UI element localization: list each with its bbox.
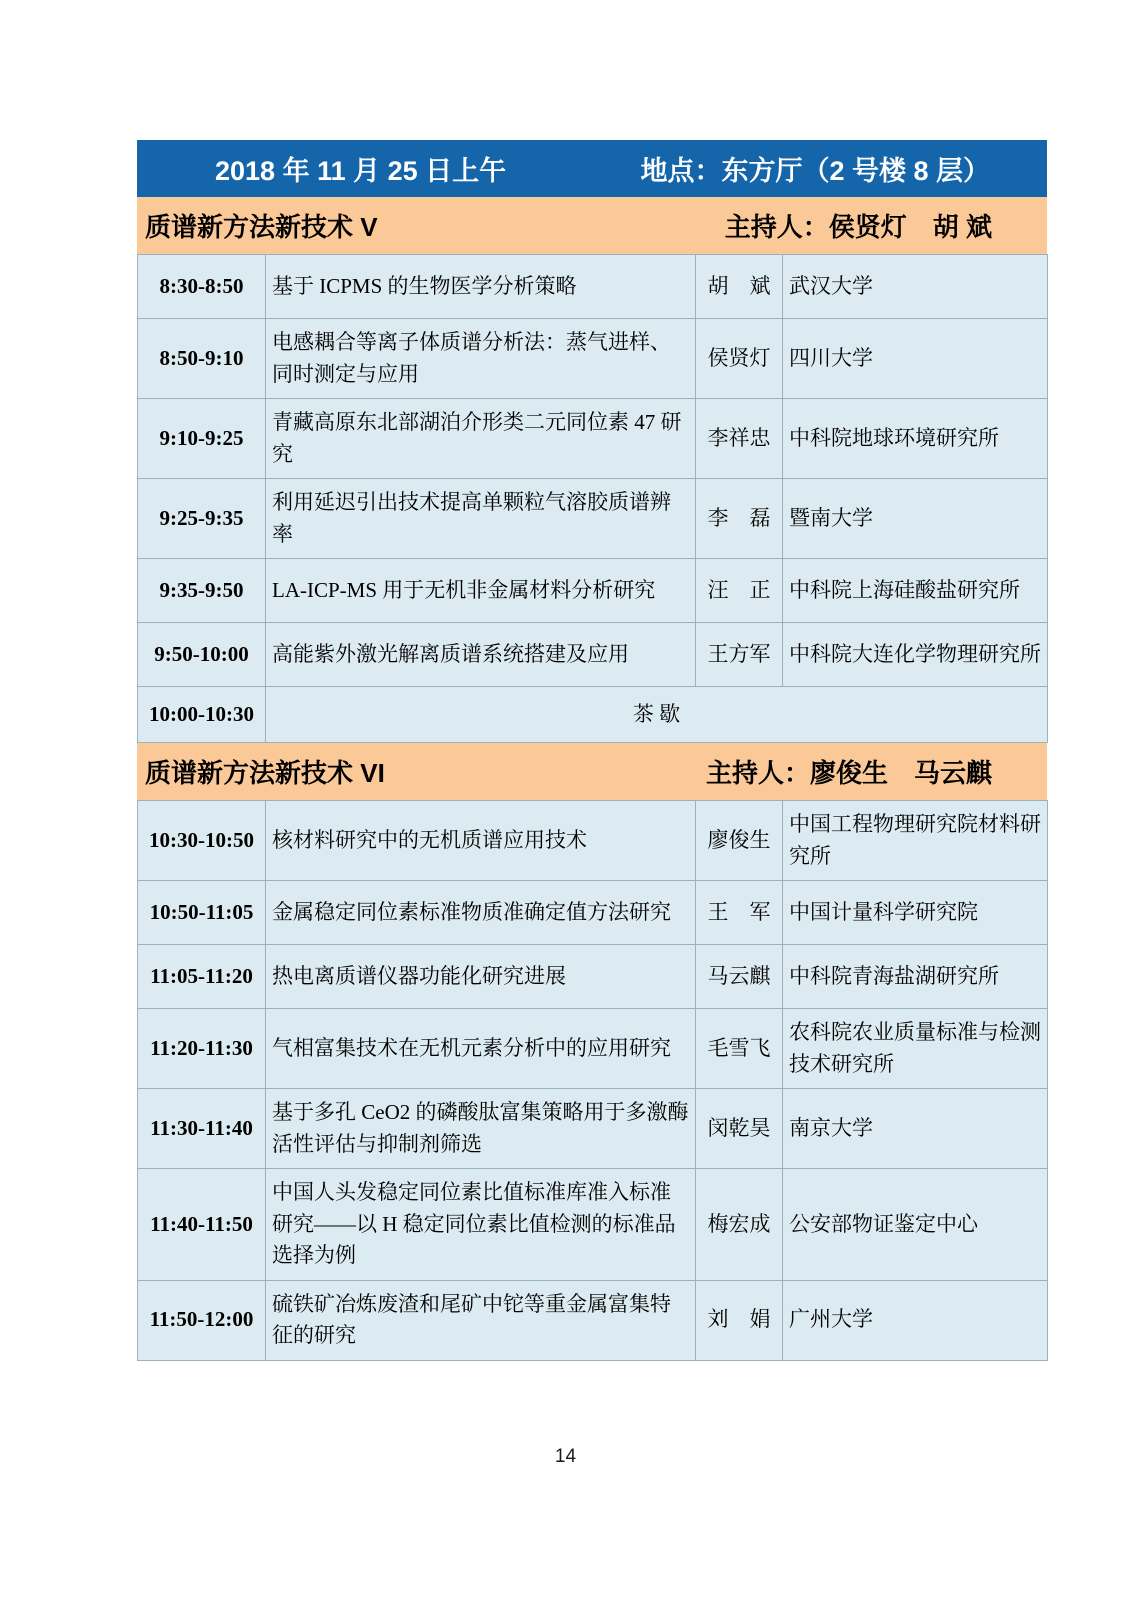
section-title: 质谱新方法新技术 V — [145, 212, 378, 242]
talk-title-cell: 金属稳定同位素标准物质准确定值方法研究 — [266, 881, 696, 945]
speaker-cell: 汪 正 — [696, 559, 783, 623]
speaker-cell: 闵乾昊 — [696, 1089, 783, 1169]
talk-title-cell: 中国人头发稳定同位素比值标准库准入标准研究——以 H 稳定同位素比值检测的标准品选择为例 — [266, 1169, 696, 1281]
affiliation-cell: 中科院上海硅酸盐研究所 — [783, 559, 1048, 623]
talk-title-cell: 核材料研究中的无机质谱应用技术 — [266, 801, 696, 881]
affiliation-cell: 广州大学 — [783, 1280, 1048, 1360]
session-date: 2018 年 11 月 25 日上午 — [215, 156, 507, 186]
speaker-cell: 刘 娟 — [696, 1280, 783, 1360]
session-row — [138, 399, 1048, 479]
session-row — [138, 255, 1048, 319]
affiliation-cell: 武汉大学 — [783, 255, 1048, 319]
talk-title-cell: 高能紫外激光解离质谱系统搭建及应用 — [266, 623, 696, 687]
session-row — [138, 1169, 1048, 1281]
talk-title-cell: 热电离质谱仪器功能化研究进展 — [266, 945, 696, 1009]
speaker-cell: 胡 斌 — [696, 255, 783, 319]
speaker-cell: 廖俊生 — [696, 801, 783, 881]
session-row — [138, 945, 1048, 1009]
tea-break-row — [138, 687, 1048, 743]
speaker-cell: 李祥忠 — [696, 399, 783, 479]
session-row — [138, 1280, 1048, 1360]
speaker-cell: 李 磊 — [696, 479, 783, 559]
affiliation-cell: 中科院地球环境研究所 — [783, 399, 1048, 479]
talk-title-cell: 利用延迟引出技术提高单颗粒气溶胶质谱辨率 — [266, 479, 696, 559]
speaker-cell: 王方军 — [696, 623, 783, 687]
time-cell: 11:30-11:40 — [138, 1089, 266, 1169]
time-cell: 8:30-8:50 — [138, 255, 266, 319]
conference-schedule — [137, 140, 1047, 1361]
section-header-v — [137, 197, 1047, 254]
talk-title-cell: 基于多孔 CeO2 的磷酸肽富集策略用于多激酶活性评估与抑制剂筛选 — [266, 1089, 696, 1169]
affiliation-cell: 南京大学 — [783, 1089, 1048, 1169]
talk-title-cell: 硫铁矿冶炼废渣和尾矿中铊等重金属富集特征的研究 — [266, 1280, 696, 1360]
affiliation-cell: 暨南大学 — [783, 479, 1048, 559]
page-number: 14 — [554, 1446, 577, 1467]
speaker-cell: 梅宏成 — [696, 1169, 783, 1281]
time-cell: 11:20-11:30 — [138, 1009, 266, 1089]
section-title: 质谱新方法新技术 VI — [145, 758, 385, 788]
session-row — [138, 319, 1048, 399]
affiliation-cell: 中国计量科学研究院 — [783, 881, 1048, 945]
speaker-cell: 侯贤灯 — [696, 319, 783, 399]
talk-title-cell: 电感耦合等离子体质谱分析法：蒸气进样、同时测定与应用 — [266, 319, 696, 399]
speaker-cell: 毛雪飞 — [696, 1009, 783, 1089]
affiliation-cell: 四川大学 — [783, 319, 1048, 399]
talk-title-cell: 青藏高原东北部湖泊介形类二元同位素 47 研究 — [266, 399, 696, 479]
section-v-table — [137, 254, 1048, 743]
affiliation-cell: 公安部物证鉴定中心 — [783, 1169, 1048, 1281]
speaker-cell: 马云麒 — [696, 945, 783, 1009]
session-row — [138, 1009, 1048, 1089]
time-cell: 10:00-10:30 — [138, 687, 266, 743]
time-cell: 9:10-9:25 — [138, 399, 266, 479]
affiliation-cell: 农科院农业质量标准与检测技术研究所 — [783, 1009, 1048, 1089]
tea-break-label: 茶 歇 — [266, 687, 1048, 743]
session-row — [138, 801, 1048, 881]
affiliation-cell: 中科院大连化学物理研究所 — [783, 623, 1048, 687]
session-row — [138, 881, 1048, 945]
affiliation-cell: 中科院青海盐湖研究所 — [783, 945, 1048, 1009]
session-row — [138, 1089, 1048, 1169]
section-hosts: 主持人：廖俊生 马云麒 — [705, 758, 992, 788]
affiliation-cell: 中国工程物理研究院材料研究所 — [783, 801, 1048, 881]
time-cell: 11:40-11:50 — [138, 1169, 266, 1281]
time-cell: 9:35-9:50 — [138, 559, 266, 623]
time-cell: 11:05-11:20 — [138, 945, 266, 1009]
talk-title-cell: 基于 ICPMS 的生物医学分析策略 — [266, 255, 696, 319]
time-cell: 10:30-10:50 — [138, 801, 266, 881]
session-row — [138, 479, 1048, 559]
talk-title-cell: 气相富集技术在无机元素分析中的应用研究 — [266, 1009, 696, 1089]
time-cell: 9:25-9:35 — [138, 479, 266, 559]
session-row — [138, 559, 1048, 623]
time-cell: 10:50-11:05 — [138, 881, 266, 945]
session-location: 地点：东方厅（2 号楼 8 层） — [640, 156, 990, 186]
session-banner — [137, 140, 1047, 197]
time-cell: 8:50-9:10 — [138, 319, 266, 399]
time-cell: 9:50-10:00 — [138, 623, 266, 687]
speaker-cell: 王 军 — [696, 881, 783, 945]
talk-title-cell: LA-ICP-MS 用于无机非金属材料分析研究 — [266, 559, 696, 623]
section-header-vi — [137, 743, 1047, 800]
section-vi-table — [137, 800, 1048, 1361]
time-cell: 11:50-12:00 — [138, 1280, 266, 1360]
session-row — [138, 623, 1048, 687]
section-hosts: 主持人：侯贤灯 胡 斌 — [724, 212, 992, 242]
